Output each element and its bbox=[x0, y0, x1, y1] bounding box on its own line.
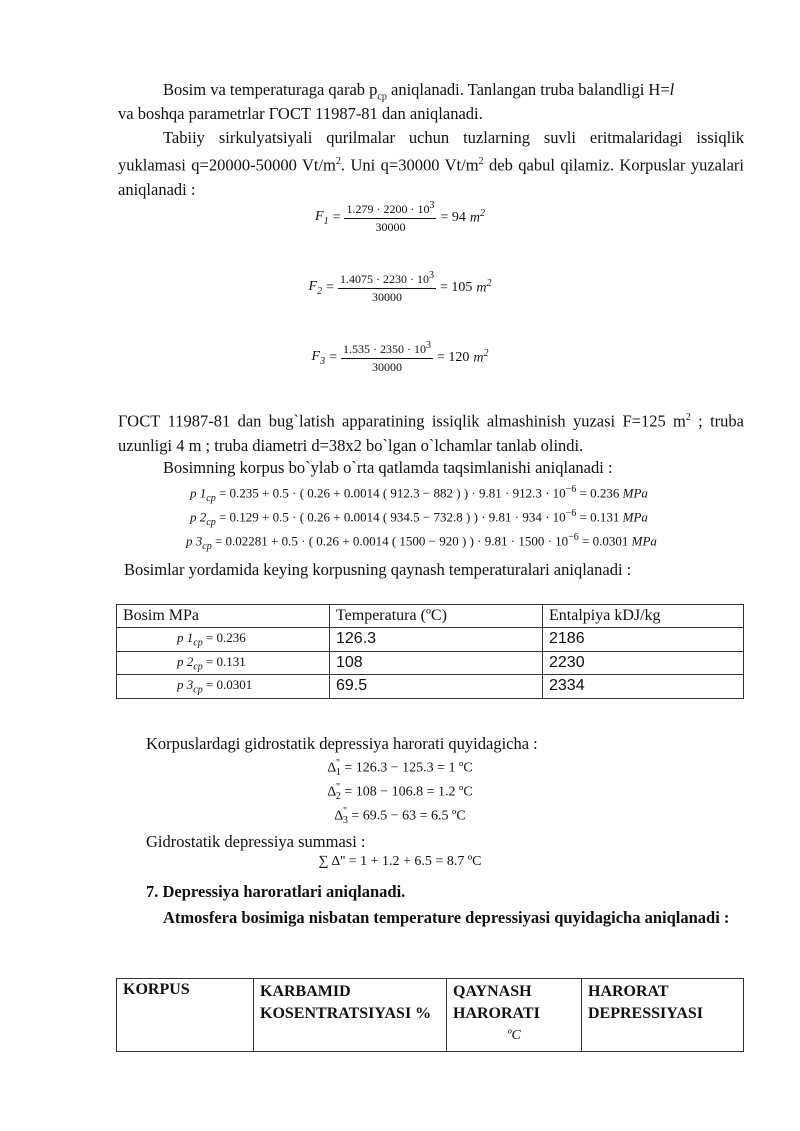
table-depression bbox=[116, 978, 744, 1052]
paragraph-pressure-temp: Bosim va temperaturaga qarab $p_{cp}$ aniqlanadi. Tanlangan truba balandligi H=l bbox=[163, 80, 675, 103]
formula-delta-1: $\Delta''_1 = 126.3 - 125.3 = 1$ ºC bbox=[327, 758, 473, 779]
paragraph-heat-load: Tabiiy sirkulyatsiyali qurilmalar uchun tuzlarning suvli eritmalaridagi issiqlik yuklamasi q=20000-50000 $Vt/m^2$. Uni q=30000 $Vt/m^2$ deb qabul qilamiz. Korpuslar yuzalari aniqlanadi : bbox=[118, 128, 744, 199]
formula-pressure-3: p $3_{cp} = 0.02281 + 0.5$ · ( 0.26 + 0.0014 ( 1500 − 920 ) ) · $9.81 \cdot 1500 \cdot 10^{-6} = 0.0301$ MPa bbox=[186, 532, 657, 552]
table-header-row bbox=[117, 605, 744, 628]
header-cell: HARORAT DEPRESSIYASI bbox=[582, 979, 744, 1052]
table-row bbox=[117, 628, 744, 652]
header-cell: KARBAMID KOSENTRATSIYASI % bbox=[254, 979, 447, 1052]
formula-pressure-2: p $2_{cp} = 0.129 + 0.5$ · ( 0.26 + 0.0014 ( 934.5 − 732.8 ) ) · $9.81 \cdot 934 \cdot 10^{-6} = 0.131$ MPa bbox=[190, 508, 648, 528]
paragraph-sum: Gidrostatik depressiya summasi : bbox=[146, 832, 366, 851]
formula-sum: ∑ Δ'' = 1 + 1.2 + 6.5 = 8.7 ºC bbox=[318, 854, 482, 869]
header-cell: KORPUS bbox=[117, 979, 254, 1052]
paragraph-hydrostatic: Korpuslardagi gidrostatik depressiya harorati quyidagicha : bbox=[146, 734, 538, 753]
table-cell: p $3_{cp} = 0.0301$ bbox=[117, 675, 330, 699]
header-cell: QAYNASH HARORATI ºC bbox=[447, 979, 582, 1052]
table-row bbox=[117, 675, 744, 699]
paragraph-atm-depression: Atmosfera bosimiga nisbatan temperature depressiyasi quyidagicha aniqlanadi : bbox=[163, 908, 730, 927]
table-cell: 108 bbox=[330, 651, 543, 675]
table-cell: p $2_{cp} = 0.131$ bbox=[117, 651, 330, 675]
table-cell: 126.3 bbox=[330, 628, 543, 652]
formula-area-2: $F_2$ = $\frac{1.4075 \cdot 2230 \cdot 10^3}{30000}$ = 105 $m^2$ bbox=[308, 270, 492, 304]
header-cell: Temperatura (ºC) bbox=[330, 605, 543, 628]
header-cell: Entalpiya kDJ/kg bbox=[543, 605, 744, 628]
paragraph-pressure-distribution: Bosimning korpus bo`ylab o`rta qatlamda taqsimlanishi aniqlanadi : bbox=[163, 458, 613, 477]
paragraph-gost-params: va boshqa parametrlar ГОСТ 11987-81 dan aniqlanadi. bbox=[118, 104, 483, 123]
table-cell: 2230 bbox=[543, 651, 744, 675]
table-cell: p $1_{cp} = 0.236$ bbox=[117, 628, 330, 652]
paragraph-boiling-temps: Bosimlar yordamida keying korpusning qaynash temperaturalari aniqlanadi : bbox=[124, 560, 632, 579]
formula-delta-2: $\Delta''_2 = 108 - 106.8 = 1.2$ ºC bbox=[327, 782, 473, 803]
section-heading: 7. Depressiya haroratlari aniqlanadi. bbox=[146, 882, 406, 901]
formula-delta-3: $\Delta''_3 = 69.5 - 63 = 6.5$ ºC bbox=[334, 806, 466, 827]
table-cell: 2186 bbox=[543, 628, 744, 652]
table-cell: 69.5 bbox=[330, 675, 543, 699]
table-header-row bbox=[117, 979, 744, 1052]
table-cell: 2334 bbox=[543, 675, 744, 699]
paragraph-gost-selection: ГОСТ 11987-81 dan bug`latish apparatining issiqlik almashinish yuzasi F=125 $m^2$ ; truba uzunligi 4 m ; truba diametri d=38x2 bo`lgan o`lchamlar tanlab olindi. bbox=[118, 411, 744, 455]
table-row bbox=[117, 651, 744, 675]
header-cell: Bosim MPa bbox=[117, 605, 330, 628]
formula-area-1: $F_1$ = $\frac{1.279 \cdot 2200 \cdot 10^3}{30000}$ = 94 $m^2$ bbox=[315, 200, 485, 234]
table-pressure-temperature bbox=[116, 604, 744, 699]
formula-pressure-1: p $1_{cp} = 0.235 + 0.5$ · ( 0.26 + 0.0014 ( 912.3 − 882 ) ) · $9.81 \cdot 912.3 \cdot 10^{-6} = 0.236$ MPa bbox=[190, 484, 648, 504]
formula-area-3: $F_3$ = $\frac{1.535 \cdot 2350 \cdot 10^3}{30000}$ = 120 $m^2$ bbox=[311, 340, 489, 374]
